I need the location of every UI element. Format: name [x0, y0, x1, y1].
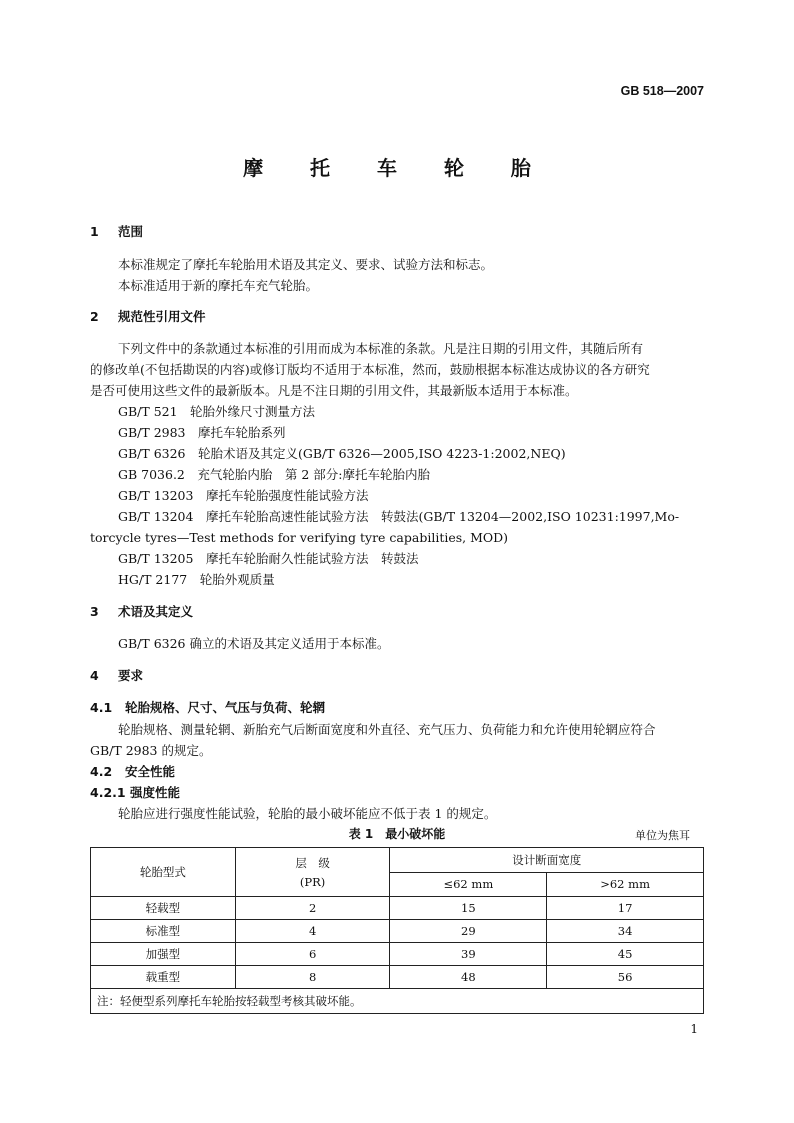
paragraph-line: 是否可使用这些文件的最新版本。凡是不注日期的引用文件，其最新版本适用于本标准。: [90, 383, 578, 398]
table-row: [91, 943, 704, 966]
reference-item: GB/T 6326 轮胎术语及其定义(GB/T 6326—2005,ISO 4223-1:2002,NEQ): [118, 446, 566, 461]
cell-w2: 34: [547, 920, 704, 943]
paragraph-line: 轮胎规格、测量轮辋、新胎充气后断面宽度和外直径、充气压力、负荷能力和允许使用轮辋应符合: [118, 722, 656, 737]
table-unit: 单位为焦耳: [635, 829, 690, 842]
paragraph-line: 下列文件中的条款通过本标准的引用而成为本标准的条款。凡是注日期的引用文件，其随后所有: [118, 341, 644, 356]
table-row: [91, 966, 704, 989]
section-title: 轮胎规格、尺寸、气压与负荷、轮辋: [125, 700, 326, 715]
reference-item: GB/T 13205 摩托车轮胎耐久性能试验方法 转鼓法: [118, 551, 419, 566]
table-row: [91, 920, 704, 943]
section-3-heading: [90, 602, 193, 620]
section-1-heading: [90, 222, 143, 240]
section-title: 范围: [118, 224, 144, 239]
reference-item-continued: torcycle tyres—Test methods for verifying tyre capabilities, MOD): [90, 530, 509, 545]
section-number: 2: [90, 309, 99, 324]
header-cell-type: 轮胎型式: [91, 848, 236, 897]
ply-unit: (PR): [299, 875, 326, 889]
section-title: 安全性能: [125, 764, 176, 779]
section-number: 4.2: [90, 764, 113, 779]
cell-w1: 29: [390, 920, 547, 943]
paragraph: 轮胎应进行强度性能试验，轮胎的最小破坏能应不低于表 1 的规定。: [118, 806, 497, 821]
section-4-heading: [90, 666, 143, 684]
section-number: 4: [90, 668, 99, 683]
section-2-heading: [90, 307, 206, 325]
section-4-2-heading: [90, 762, 175, 780]
section-number: 4.1: [90, 700, 113, 715]
paragraph-line: 的修改单(不包括勘误的内容)或修订版均不适用于本标准，然而，鼓励根据本标准达成协议的各方研究: [90, 362, 650, 377]
header-cell-section-width: 设计断面宽度: [390, 848, 704, 873]
table-note: 注：轻便型系列摩托车轮胎按轻载型考核其破坏能。: [91, 989, 704, 1014]
cell-ply: 8: [235, 966, 390, 989]
cell-w1: 48: [390, 966, 547, 989]
table-caption: 表 1 最小破坏能: [348, 827, 446, 841]
section-number: 3: [90, 604, 99, 619]
section-4-2-1-heading: [90, 783, 180, 801]
document-number: GB 518—2007: [620, 84, 704, 98]
cell-w2: 17: [547, 897, 704, 920]
section-4-1-heading: [90, 698, 325, 716]
page-title: 摩 托 车 轮 胎: [243, 156, 551, 180]
reference-item: GB/T 13204 摩托车轮胎高速性能试验方法 转鼓法(GB/T 13204—2002,ISO 10231:1997,Mo-: [118, 509, 680, 524]
min-breaking-energy-table: [90, 847, 704, 1014]
paragraph: GB/T 6326 确立的术语及其定义适用于本标准。: [118, 636, 390, 651]
reference-item: GB/T 521 轮胎外缘尺寸测量方法: [118, 404, 316, 419]
cell-w1: 15: [390, 897, 547, 920]
section-number: 4.2.1: [90, 785, 126, 800]
reference-item: GB/T 2983 摩托车轮胎系列: [118, 425, 286, 440]
cell-ply: 2: [235, 897, 390, 920]
cell-w2: 45: [547, 943, 704, 966]
paragraph-line: GB/T 2983 的规定。: [90, 743, 212, 758]
cell-w2: 56: [547, 966, 704, 989]
header-cell-width-le62: ≤62 mm: [390, 872, 547, 897]
paragraph: 本标准规定了摩托车轮胎用术语及其定义、要求、试验方法和标志。: [118, 257, 494, 272]
table-row: [91, 897, 704, 920]
reference-item: GB/T 13203 摩托车轮胎强度性能试验方法: [118, 488, 369, 503]
section-title: 要求: [118, 668, 144, 683]
cell-type: 载重型: [91, 966, 236, 989]
section-title: 术语及其定义: [118, 604, 194, 619]
cell-type: 标准型: [91, 920, 236, 943]
page-number: 1: [690, 1022, 698, 1036]
cell-type: 轻载型: [91, 897, 236, 920]
cell-w1: 39: [390, 943, 547, 966]
header-cell-width-gt62: >62 mm: [547, 872, 704, 897]
paragraph: 本标准适用于新的摩托车充气轮胎。: [118, 278, 319, 293]
section-title: 强度性能: [130, 785, 181, 800]
cell-type: 加强型: [91, 943, 236, 966]
cell-ply: 6: [235, 943, 390, 966]
cell-ply: 4: [235, 920, 390, 943]
section-title: 规范性引用文件: [118, 309, 206, 324]
section-number: 1: [90, 224, 99, 239]
header-cell-ply: [235, 848, 390, 897]
ply-label: 层 级: [295, 856, 330, 870]
reference-item: HG/T 2177 轮胎外观质量: [118, 572, 275, 587]
reference-item: GB 7036.2 充气轮胎内胎 第 2 部分:摩托车轮胎内胎: [118, 467, 430, 482]
